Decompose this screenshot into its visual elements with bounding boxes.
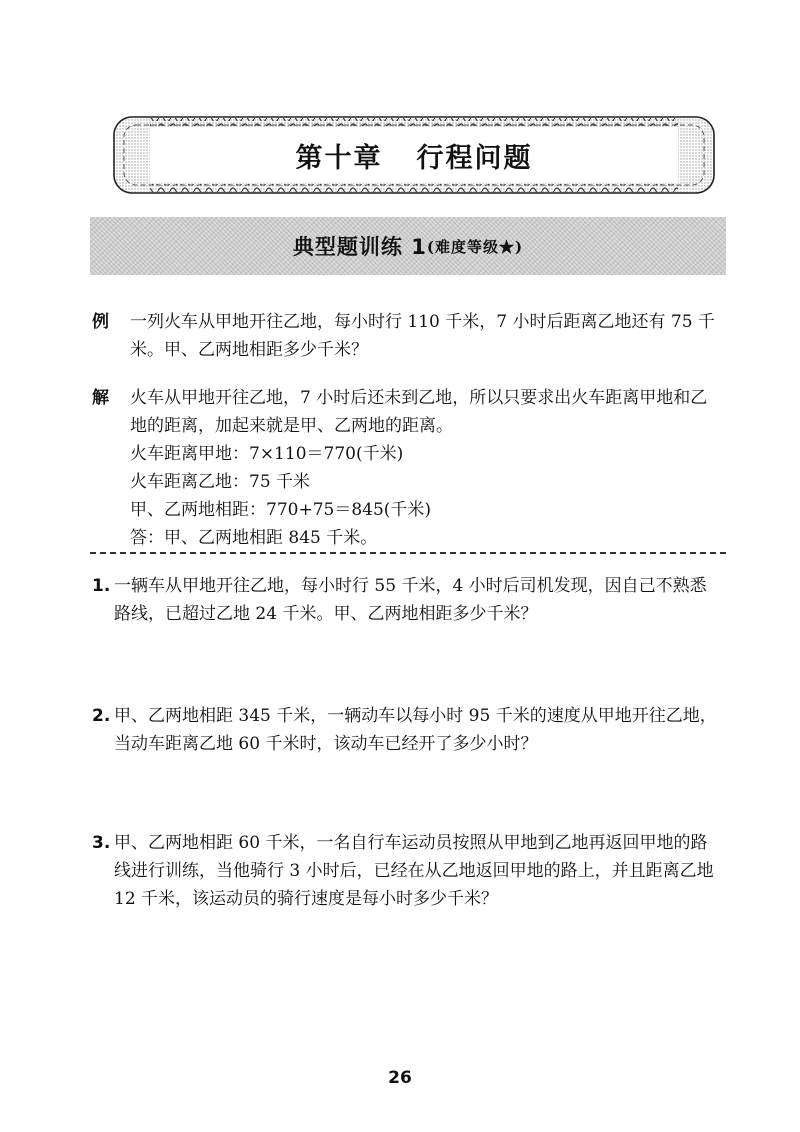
example-line: 米。甲、乙两地相距多少千米？	[130, 340, 368, 360]
question-1	[92, 572, 732, 628]
question-3	[92, 829, 732, 913]
solution-line: 火车从甲地开往乙地，7 小时后还未到乙地，所以只要求出火车距离甲地和乙	[130, 388, 708, 408]
solution-calc-line: 火车距离甲地：7×110＝770(千米)	[130, 444, 404, 464]
solution-line: 地的距离，加起来就是甲、乙两地的距离。	[130, 416, 453, 436]
solution-calc-line: 火车距离乙地：75 千米	[130, 472, 311, 492]
chapter-title	[110, 113, 718, 197]
difficulty-label: (难度等级★)	[426, 237, 524, 256]
question-number: 2.	[92, 706, 111, 726]
solution-answer: 答：甲、乙两地相距 845 千米。	[130, 528, 378, 548]
example-line: 一列火车从甲地开往乙地，每小时行 110 千米，7 小时后距离乙地还有 75 千	[130, 312, 715, 332]
question-line: 当动车距离乙地 60 千米时，该动车已经开了多少小时？	[114, 734, 538, 754]
question-line: 线进行训练，当他骑行 3 小时后，已经在从乙地返回甲地的路上，并且距离乙地	[114, 861, 714, 881]
question-line: 甲、乙两地相距 345 千米，一辆动车以每小时 95 千米的速度从甲地开往乙地，	[114, 706, 717, 726]
solution-block	[92, 384, 732, 552]
chapter-topic: 行程问题	[416, 142, 533, 174]
section-banner	[90, 217, 726, 275]
question-line: 路线，已超过乙地 24 千米。甲、乙两地相距多少千米？	[114, 604, 538, 624]
question-line: 12 千米，该运动员的骑行速度是每小时多少千米？	[114, 889, 499, 909]
page-number: 26	[388, 1068, 412, 1088]
question-2	[92, 702, 732, 758]
section-title: 典型题训练 1	[292, 235, 427, 259]
dashed-divider	[90, 552, 726, 554]
chapter-banner	[110, 113, 718, 197]
chapter-number: 第十章	[295, 142, 383, 174]
question-line: 一辆车从甲地开往乙地，每小时行 55 千米，4 小时后司机发现，因自己不熟悉	[114, 576, 707, 596]
question-number: 3.	[92, 833, 111, 853]
solution-calc-line: 甲、乙两地相距：770+75＝845(千米)	[130, 500, 432, 520]
solution-tag: 解	[92, 388, 109, 408]
example-tag: 例	[92, 312, 109, 332]
question-line: 甲、乙两地相距 60 千米，一名自行车运动员按照从甲地到乙地再返回甲地的路	[114, 833, 708, 853]
question-number: 1.	[92, 576, 111, 596]
example-block	[92, 308, 732, 364]
